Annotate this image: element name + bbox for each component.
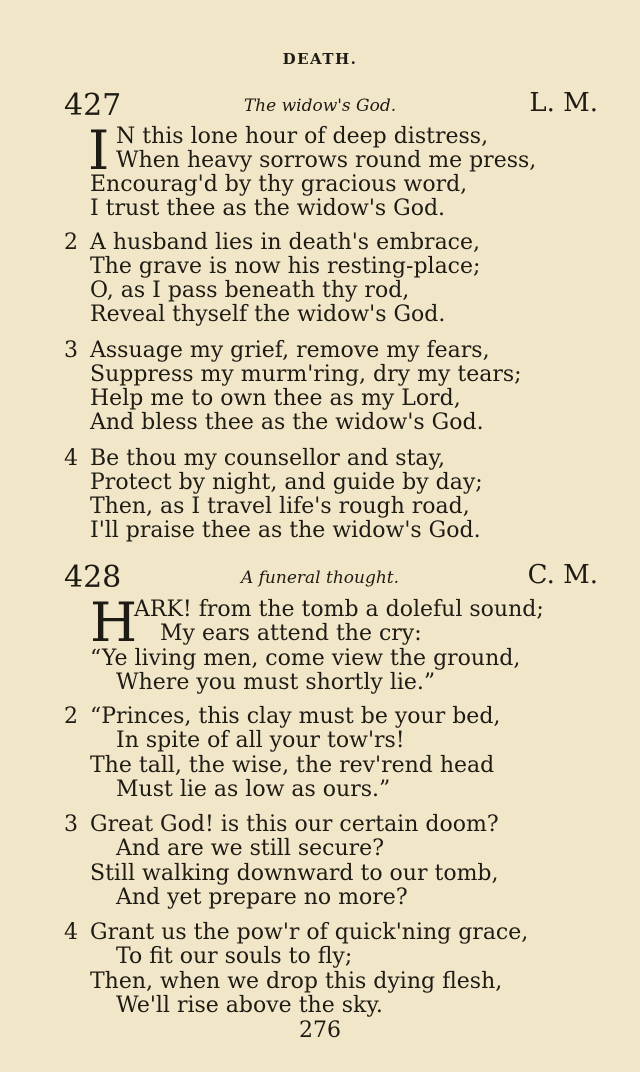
drop-cap: H	[90, 591, 138, 654]
running-header: DEATH.	[282, 50, 358, 68]
verse-line: Great God! is this our certain doom?	[90, 812, 499, 837]
verse-line: And are we still secure?	[116, 836, 384, 861]
verse-line: And yet prepare no more?	[116, 885, 408, 910]
stanza-number: 2	[64, 230, 78, 255]
verse-line: Still walking downward to our tomb,	[90, 861, 499, 886]
hymn-meter: C. M.	[527, 560, 598, 590]
verse-line: The grave is now his resting-place;	[90, 254, 481, 279]
verse-line: Must lie as low as ours.”	[116, 777, 391, 802]
stanza-number: 3	[64, 812, 78, 837]
verse-line: When heavy sorrows round me press,	[116, 148, 537, 173]
verse-line: I trust thee as the widow's God.	[90, 196, 446, 221]
stanza-number: 2	[64, 704, 78, 729]
stanza-number: 3	[64, 338, 78, 363]
verse-line: Reveal thyself the widow's God.	[90, 302, 446, 327]
hymn-number: 428	[64, 560, 122, 595]
verse-line: Help me to own thee as my Lord,	[90, 386, 461, 411]
verse-line: Then, when we drop this dying flesh,	[90, 969, 503, 994]
verse-line: Where you must shortly lie.”	[116, 670, 436, 695]
stanza-number: 4	[64, 446, 78, 471]
verse-line: And bless thee as the widow's God.	[90, 410, 484, 435]
verse-line: Protect by night, and guide by day;	[90, 470, 483, 495]
hymn-meter: L. M.	[529, 88, 598, 118]
verse-line: The tall, the wise, the rev'rend head	[90, 753, 495, 778]
verse-line: O, as I pass beneath thy rod,	[90, 278, 410, 303]
verse-line: “Princes, this clay must be your bed,	[90, 704, 501, 729]
hymn-title: A funeral thought.	[240, 568, 400, 588]
verse-line: N this lone hour of deep distress,	[116, 124, 489, 149]
verse-line: In spite of all your tow'rs!	[116, 728, 405, 753]
drop-cap: I	[88, 119, 110, 182]
verse-line: My ears attend the cry:	[160, 621, 422, 646]
page-number: 276	[299, 1018, 341, 1043]
verse-line: Suppress my murm'ring, dry my tears;	[90, 362, 522, 387]
verse-line: I'll praise thee as the widow's God.	[90, 518, 481, 543]
verse-line: Grant us the pow'r of quick'ning grace,	[90, 920, 529, 945]
verse-line: ARK! from the tomb a doleful sound;	[134, 597, 544, 622]
verse-line: A husband lies in death's embrace,	[90, 230, 481, 255]
verse-line: “Ye living men, come view the ground,	[90, 646, 521, 671]
verse-line: Then, as I travel life's rough road,	[90, 494, 470, 519]
verse-line: Assuage my grief, remove my fears,	[90, 338, 490, 363]
hymn-title: The widow's God.	[243, 96, 397, 116]
verse-line: Encourag'd by thy gracious word,	[90, 172, 468, 197]
stanza-number: 4	[64, 920, 78, 945]
verse-line: We'll rise above the sky.	[116, 993, 383, 1018]
verse-line: To fit our souls to fly;	[116, 944, 353, 969]
verse-line: Be thou my counsellor and stay,	[90, 446, 446, 471]
hymn-number: 427	[64, 88, 122, 123]
